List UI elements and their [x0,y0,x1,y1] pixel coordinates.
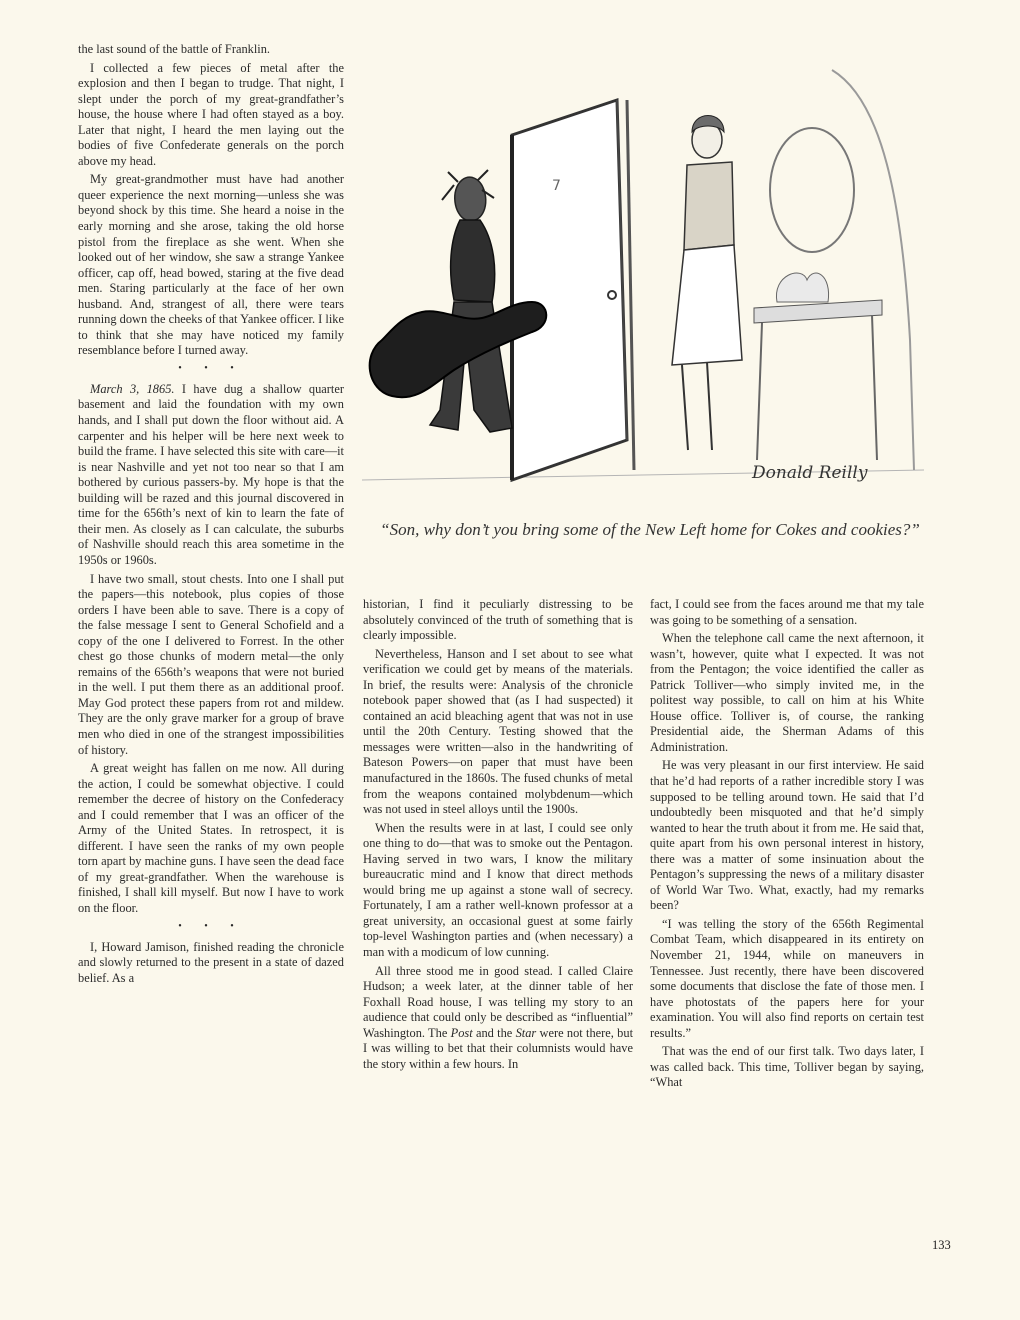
newspaper-name: Post [450,1025,473,1040]
paragraph: I collected a few pieces of metal after the explosion and then I began to trudge. That night, I slept under the porch of my great-grandfather’s house, the house where I had often stayed as a boy. Later that night, I heard the men laying out the bodies of five Confederate generals on the porch above my head. [78,60,344,168]
paragraph: He was very pleasant in our first interview. He said that he’d had reports of a rather incredible story I was supposed to be telling around town. He said that I’d undoubtedly been misquoted and that he’d simply wanted to hear the truth about it from me. He said that, quite apart from his own personal interest in history, there was a matter of some insinuation about the Pentagon’s suppressing the news of a military disaster of World War Two. What, exactly, had my remarks been? [650,758,924,913]
paragraph-text: All three stood me in good stead. I called Claire Hudson; a week later, at the dinner table of her Foxhall Road house, I was telling my story to an audience that could only be described as “influential” Washington. The [363,963,633,1040]
paragraph: fact, I could see from the faces around me that my tale was going to be something of a sensation. [650,597,924,627]
paragraph-text: I have dug a shallow quarter basement and laid the foundation with my own hands, and I shall put down the floor without aid. A carpenter and his helper will be here next week to build the frame. I have selected this site with care—it is near Nashville and yet not too near so that I am bothered by curious passers-by. My hope is that the building will be razed and this journal discovered in time for the 656th’s next of kin to learn the fate of their men. As closely as I can calculate, the suburbs of Nashville should reach this area sometime in the 1950s or 1960s. [78,381,344,567]
paragraph: A great weight has fallen on me now. All during the action, I could be somewhat objective. I could remember the decree of history on the Confederacy and I could remember that I was an officer of the Army of the United States. In retrospect, it is different. I have seen the ranks of my own people torn apart by machine guns. I have seen the dead face of my great-grandfather. When the warehouse is finished, I shall kill myself. But now I have to work on the floor. [78,761,344,915]
section-separator: • • • [178,920,244,932]
paragraph-text: were not there, but I was willing to bet that their columnists would have the story within a few hours. In [363,1025,634,1071]
paragraph-text: and the [472,1025,516,1040]
paragraph: That was the end of our first talk. Two days later, I was called back. This time, Tolliver began by saying, “What [650,1044,924,1090]
cartoon-caption: “Son, why don’t you bring some of the New Left home for Cokes and cookies?” [380,520,920,539]
paragraph: My great-grandmother must have had another queer experience the next morning—unless she was beyond shock by this time. She heard a noise in the early morning and she arose, taking the old horse pistol from the fireplace as she went. When she looked out of her window, she saw a strange Yankee officer, cap off, head bowed, staring at the five dead men. Staring particularly at the face of her own husband. And, strangest of all, there were tears running down the cheeks of that Yankee officer. I like to think that she may have noticed my family resemblance before I turned away. [78,172,344,358]
cartoon-illustration [362,40,924,510]
article-column-1 [78,42,344,989]
page-number: 133 [932,1238,951,1252]
paragraph [363,964,633,1073]
paragraph [78,382,344,569]
paragraph: the last sound of the battle of Franklin. [78,42,271,56]
paragraph: historian, I find it peculiarly distressing to be absolutely convinced of the truth of something that is clearly impossible. [363,597,633,643]
svg-text:7: 7 [552,178,561,194]
journal-date: March 3, 1865. [90,381,175,396]
paragraph: Nevertheless, Hanson and I set about to see what verification we could get by means of the materials. In brief, the results were: Analysis of the chronicle notebook paper showed that (as I had suspected) it contained an acid bleaching agent that was not in use until the 20th Century. Testing showed that the messages were written—also in the handwriting of Bateson Powers—on paper that must have been manufactured in the 1860s. The fused chunks of metal from the weapons contained molybdenum—which was not used in steel alloys until the 1900s. [363,646,633,817]
paragraph: “I was telling the story of the 656th Regimental Combat Team, which disappeared in its entirety on November 21, 1944, while on maneuvers in Tennessee. Just recently, there have been discovered some documents that disclose the fate of those men. I have photostats of the papers here for your examination. You will also find reports on certain test results.” [650,916,924,1040]
article-column-3 [650,597,924,1094]
article-column-2 [363,597,633,1075]
paragraph: I have two small, stout chests. Into one I shall put the papers—this notebook, plus copies of those orders I have been able to save. There is a copy of the false message I sent to General Schofield and a copy of the one I delivered to Forrest. In the other chest go those chunks of modern metal—the only remains of the 656th’s weapons that were not buried in the well. I put them there as an additional proof. May God protect these papers from rot and mildew. They are the only grave marker for a group of brave men who died in one of the strangest impossibilities of history. [78,571,344,757]
newspaper-name: Star [515,1025,537,1040]
section-separator: • • • [178,362,244,374]
paragraph: I, Howard Jamison, finished reading the chronicle and slowly returned to the present in a state of dazed belief. As a [78,939,344,985]
paragraph: When the telephone call came the next afternoon, it wasn’t, however, quite what I expected. It was not from the Pentagon; the voice identified the caller as Patrick Tolliver—who simply invited me, in the politest way possible, to call on him at his White House office. Tolliver is, of course, the ranking Presidential aide, the Sherman Adams of this Administration. [650,631,924,754]
paragraph: When the results were in at last, I could see only one thing to do—that was to smoke out the Pentagon. Having served in two wars, I know the military bureaucratic mind and I know that direct methods would bring me up against a stone wall of secrecy. Fortunately, I am a rather well-known professor at a great university, an occasional guest at some fairly top-level Washington parties and (when necessary) a man with a modicum of low cunning. [363,820,633,960]
artist-signature: Donald Reilly [752,463,868,483]
